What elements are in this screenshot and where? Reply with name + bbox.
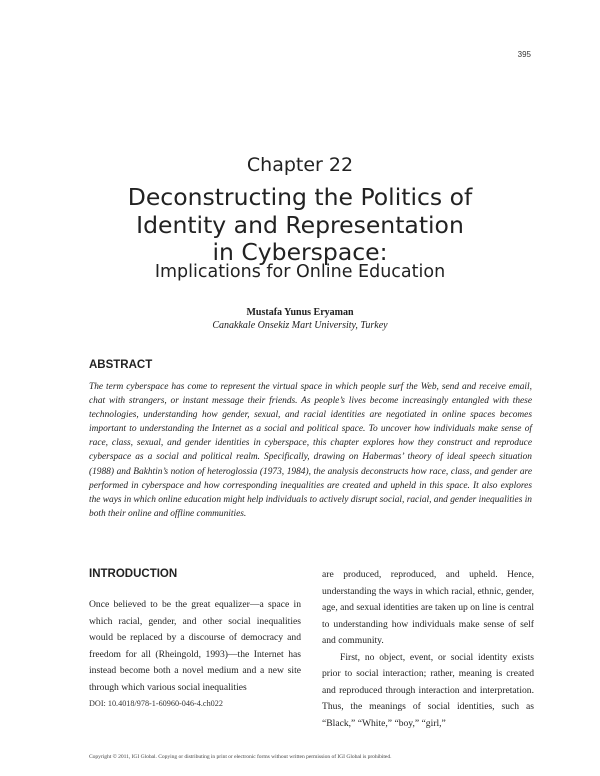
chapter-subtitle: Implications for Online Education [154,262,446,282]
paragraph: are produced, reproduced, and upheld. Hence, understanding the ways in which racial, ethnic, gender, age, and sexual identities are taken up on line is central to understanding how individuals make sense of self and community. [322,569,534,646]
paragraph: First, no object, event, or social identity exists prior to social interaction; rather, meaning is created and reproduced through interaction and interpretation. Thus, the meanings of social identities, such as “Black,” “White,” “boy,” “girl,” [322,651,534,729]
doi-line: DOI: 10.4018/978-1-60960-046-4.ch022 [89,699,223,708]
abstract-text: The term cyberspace has come to represent the virtual space in which people surf the Web, send and receive email, chat with strangers, or instant message their friends. As people’s lives become increasingly entangled with these technologies, understanding how gender, sexual, and racial identities are negotiated in online spaces becomes important to understanding the Internet as a social and political space. To uncover how individuals make sense of race, class, sexual, and gender identities in cyberspace, this chapter explores how they construct and reproduce cyberspace as a social and political realm. Specifically, drawing on Habermas’ theory of ideal speech situation (1988) and Bakhtin’s notion of heteroglossia (1973, 1984), the analysis deconstructs how race, class, and gender are performed in cyberspace and how corresponding inequalities are created and upheld in this space. It also explores the ways in which online education might help individuals to actively disrupt social, racial, and gender inequalities in both their online and offline communities. [89,382,532,519]
author-affiliation: Canakkale Onsekiz Mart University, Turkey [212,320,388,331]
page-number: 395 [517,50,531,59]
chapter-label: Chapter 22 [246,154,354,176]
introduction-left-column [89,597,301,696]
chapter-title [0,184,600,267]
title-line: in Cyberspace: [212,238,388,266]
title-line: Identity and Representation [136,210,464,239]
author-name: Mustafa Yunus Eryaman [246,307,354,318]
copyright-notice: Copyright © 2011, IGI Global. Copying or distributing in print or electronic forms without written permission of IGI Global is prohibited. [89,754,392,760]
paragraph: Once believed to be the great equalizer—a space in which racial, gender, and other social inequalities would be replaced by a discourse of democracy and freedom for all (Rheingold, 1993)—the Internet has instead become both a novel medium and a new site through which various social inequalities [89,599,301,693]
introduction-right-column [322,567,534,732]
abstract-heading: ABSTRACT [89,359,153,371]
title-line: Deconstructing the Politics of [127,183,473,211]
introduction-heading: INTRODUCTION [89,568,178,580]
